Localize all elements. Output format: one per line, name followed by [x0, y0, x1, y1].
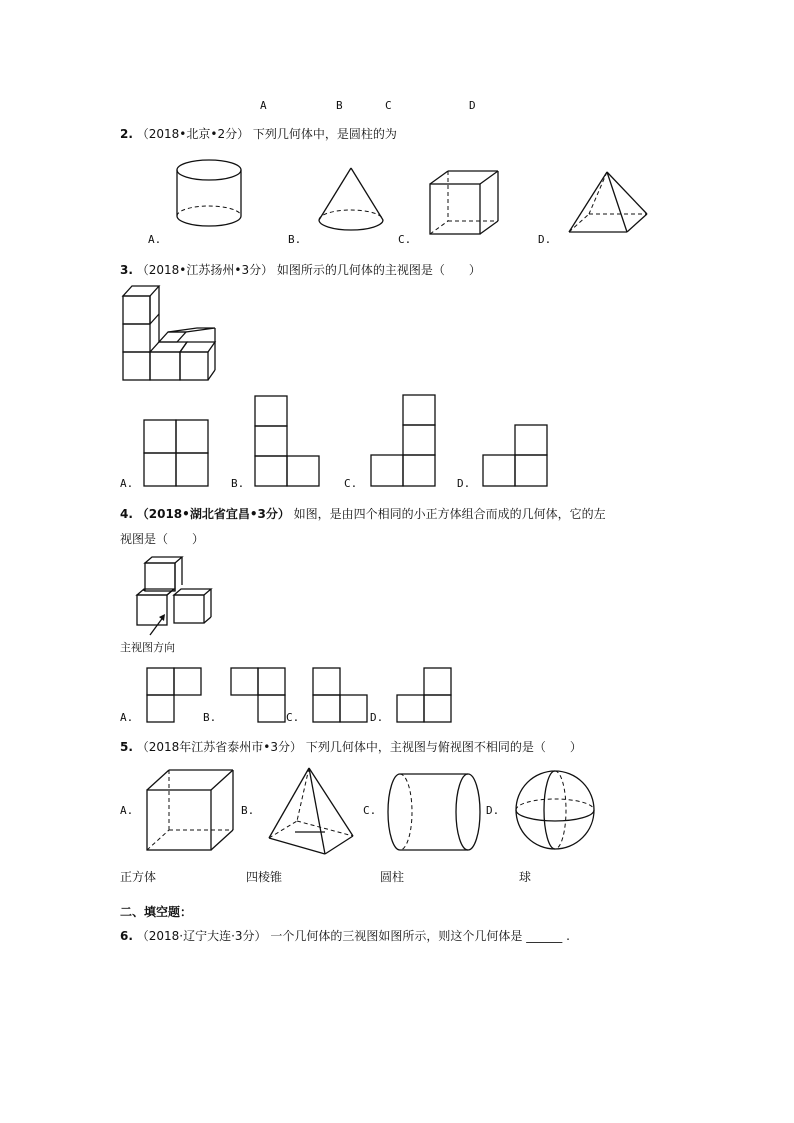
caption-cylinder: 圆柱: [380, 870, 405, 884]
cube-icon: [428, 169, 502, 237]
question-source: （2018•北京•2分）: [136, 127, 250, 141]
q4-option-c-figure: [311, 666, 369, 724]
question-number: 3.: [120, 263, 133, 277]
question-number: 4.: [120, 507, 133, 521]
q5-option-b: B.: [241, 804, 255, 817]
q1-option-a: A: [260, 99, 267, 112]
answer-blank[interactable]: ______: [526, 929, 563, 943]
q1-option-d: D: [469, 99, 476, 112]
sphere-figure: [513, 768, 597, 852]
q3-option-b-figure: [253, 394, 321, 488]
cylinder-icon: [170, 156, 250, 236]
q4-option-a-figure: [145, 666, 203, 724]
pyramid-icon: [567, 170, 651, 236]
q4-option-d: D.: [370, 711, 384, 724]
q4-option-b-figure: [229, 666, 287, 724]
question-4: [120, 505, 606, 522]
cylinder-figure: [384, 770, 484, 854]
question-2: [120, 125, 397, 142]
q3-option-d: D.: [457, 477, 471, 490]
question-text: 一个几何体的三视图如图所示，则这个几何体是: [270, 929, 523, 943]
question-number: 2.: [120, 127, 133, 141]
caption-pyramid: 四棱锥: [246, 870, 283, 884]
stacked-cubes-figure: [118, 281, 218, 386]
q3-option-a: A.: [120, 477, 134, 490]
view-direction-label: 主视图方向: [120, 641, 175, 654]
q2-option-b: B.: [288, 233, 302, 246]
q5-option-d: D.: [486, 804, 500, 817]
question-6: [120, 927, 570, 944]
q3-option-a-figure: [142, 418, 210, 488]
question-source: （2018年江苏省泰州市•3分）: [136, 740, 303, 754]
q5-option-a: A.: [120, 804, 134, 817]
caption-sphere: 球: [519, 870, 532, 884]
sentence-end: .: [566, 929, 570, 943]
question-text: 下列几何体中，主视图与俯视图不相同的是（ ）: [305, 740, 582, 754]
q4-option-a: A.: [120, 711, 134, 724]
square-pyramid-figure: [265, 766, 357, 858]
question-source: （2018·辽宁大连·3分）: [136, 929, 267, 943]
q2-option-d: D.: [538, 233, 552, 246]
q3-option-c-figure: [369, 393, 437, 488]
section-title: 二、填空题：: [120, 905, 193, 919]
question-4-line-2: 视图是（ ）: [120, 532, 205, 546]
four-cubes-figure: [132, 555, 216, 641]
q3-option-b: B.: [231, 477, 245, 490]
question-source: （2018•江苏扬州•3分）: [136, 263, 274, 277]
question-5: [120, 738, 582, 755]
question-source: （2018•湖北省宜昌•3分）: [136, 507, 290, 521]
q5-option-c: C.: [363, 804, 377, 817]
q3-option-d-figure: [481, 423, 549, 488]
question-number: 6.: [120, 929, 133, 943]
question-text: 如图，是由四个相同的小正方体组合而成的几何体，它的左: [293, 507, 606, 521]
q4-option-b: B.: [203, 711, 217, 724]
question-number: 5.: [120, 740, 133, 754]
caption-cube: 正方体: [120, 870, 157, 884]
q4-option-c: C.: [286, 711, 300, 724]
q2-option-a: A.: [148, 233, 162, 246]
q3-option-c: C.: [344, 477, 358, 490]
q1-option-c: C: [385, 99, 392, 112]
q4-option-d-figure: [395, 666, 453, 724]
question-text: 如图所示的几何体的主视图是（ ）: [276, 263, 481, 277]
question-text: 下列几何体中，是圆柱的为: [252, 127, 397, 141]
q1-option-b: B: [336, 99, 343, 112]
cube-figure: [143, 768, 235, 852]
question-3: [120, 261, 481, 278]
q2-option-c: C.: [398, 233, 412, 246]
cone-icon: [315, 166, 385, 238]
